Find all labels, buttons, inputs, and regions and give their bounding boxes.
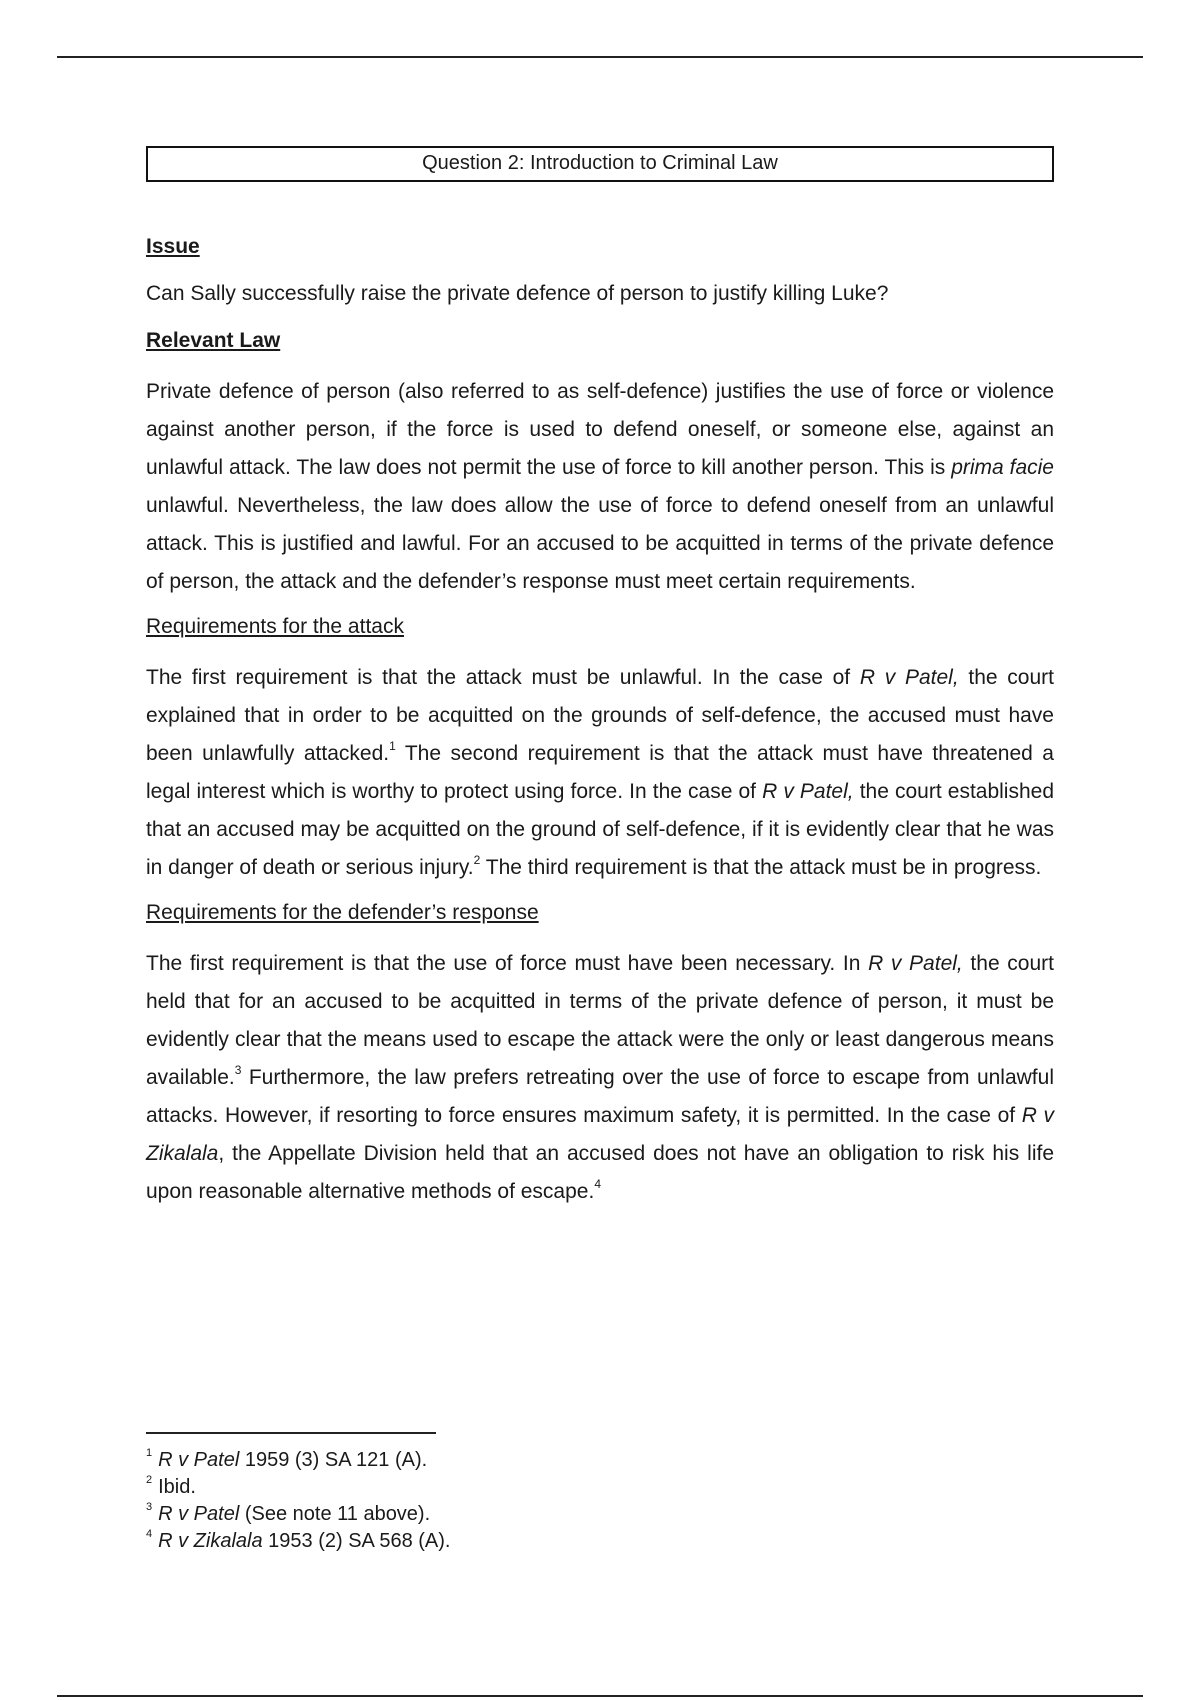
text-run: the court held that for an accused to be acquitted in terms of the private defence of person, it must be evidently clear that the means used to escape the attack were the only or least dangerous means available. [146,952,1054,1089]
issue-heading: Issue [146,235,200,258]
footnote-ref[interactable]: 4 [594,1177,601,1191]
footnote-text: 1953 (2) SA 568 (A). [262,1530,451,1552]
footnote-4 [146,1528,1054,1555]
response-requirements-paragraph [146,945,1054,1211]
bottom-rule [57,1695,1143,1697]
footnote-number: 2 [146,1474,153,1487]
text-run: Furthermore, the law prefers retreating over the use of force to escape from unlawful attacks. However, if resorting to force ensures maximum safety, it is permitted. In the case of [146,1066,1054,1127]
attack-requirements-paragraph [146,659,1054,887]
footnote-3 [146,1501,1054,1528]
text-run: The second requirement is that the attack must have threatened a legal interest which is worthy to protect using force. In the case of [146,742,1054,803]
relevant-law-paragraph [146,373,1054,601]
text-run: the court established that an accused may be acquitted on the ground of self-defence, if it is evidently clear that he was in danger of death or serious injury. [146,780,1055,879]
top-rule [57,56,1143,58]
footnote-text: 1959 (3) SA 121 (A). [239,1449,428,1471]
text-run: the court explained that in order to be acquitted on the grounds of self-defence, the accused must have been unlawfully attacked. [146,666,1054,765]
issue-text: Can Sally successfully raise the private defence of person to justify killing Luke? [146,282,889,305]
footnote-number: 3 [146,1501,153,1514]
footnote-number: 4 [146,1528,153,1541]
case-citation: R v Patel, [762,780,854,803]
case-citation: R v Patel, [868,952,963,975]
footnote-ref[interactable]: 2 [473,853,481,867]
question-title: Question 2: Introduction to Criminal Law [146,146,1054,182]
footnote-text: (See note 11 above). [239,1503,431,1525]
text-run: The first requirement is that the use of force must have been necessary. In [146,952,869,975]
response-requirements-heading: Requirements for the defender’s response [146,901,539,924]
text-run: , the Appellate Division held that an accused does not have an obligation to risk his life upon reasonable alternative methods of escape. [146,1142,1054,1203]
text-run: unlawful. Nevertheless, the law does allow the use of force to defend oneself from an unlawful attack. This is justified and lawful. For an accused to be acquitted in terms of the private defence of person, the attack and the defender’s response must meet certain requirements. [146,494,1054,593]
case-citation: R v Patel, [859,666,959,689]
relevant-law-heading: Relevant Law [146,329,281,352]
text-run: Private defence of person (also referred to as self-defence) justifies the use of force or violence against another person, if the force is used to defend oneself, or someone else, against an unlawful attack. The law does not permit the use of force to kill another person. This is [146,380,1054,479]
footnotes [146,1447,1054,1555]
attack-requirements-heading: Requirements for the attack [146,615,404,638]
case-citation: R v Zikalala [158,1530,263,1552]
case-citation: R v Zikalala [146,1104,1054,1165]
case-citation: R v Patel [158,1449,240,1471]
footnote-ref[interactable]: 1 [389,739,396,753]
text-run: The third requirement is that the attack must be in progress. [480,856,1042,879]
footnote-text: Ibid. [158,1476,196,1498]
case-citation: R v Patel [158,1503,240,1525]
text-run: The first requirement is that the attack must be unlawful. In the case of [146,666,860,689]
footnote-2 [146,1474,1054,1501]
footnote-1 [146,1447,1054,1474]
footnote-separator [146,1432,436,1434]
document-body [146,146,1054,1225]
footnote-ref[interactable]: 3 [234,1063,242,1077]
footnote-number: 1 [146,1447,153,1460]
italic-phrase: prima facie [951,456,1054,479]
